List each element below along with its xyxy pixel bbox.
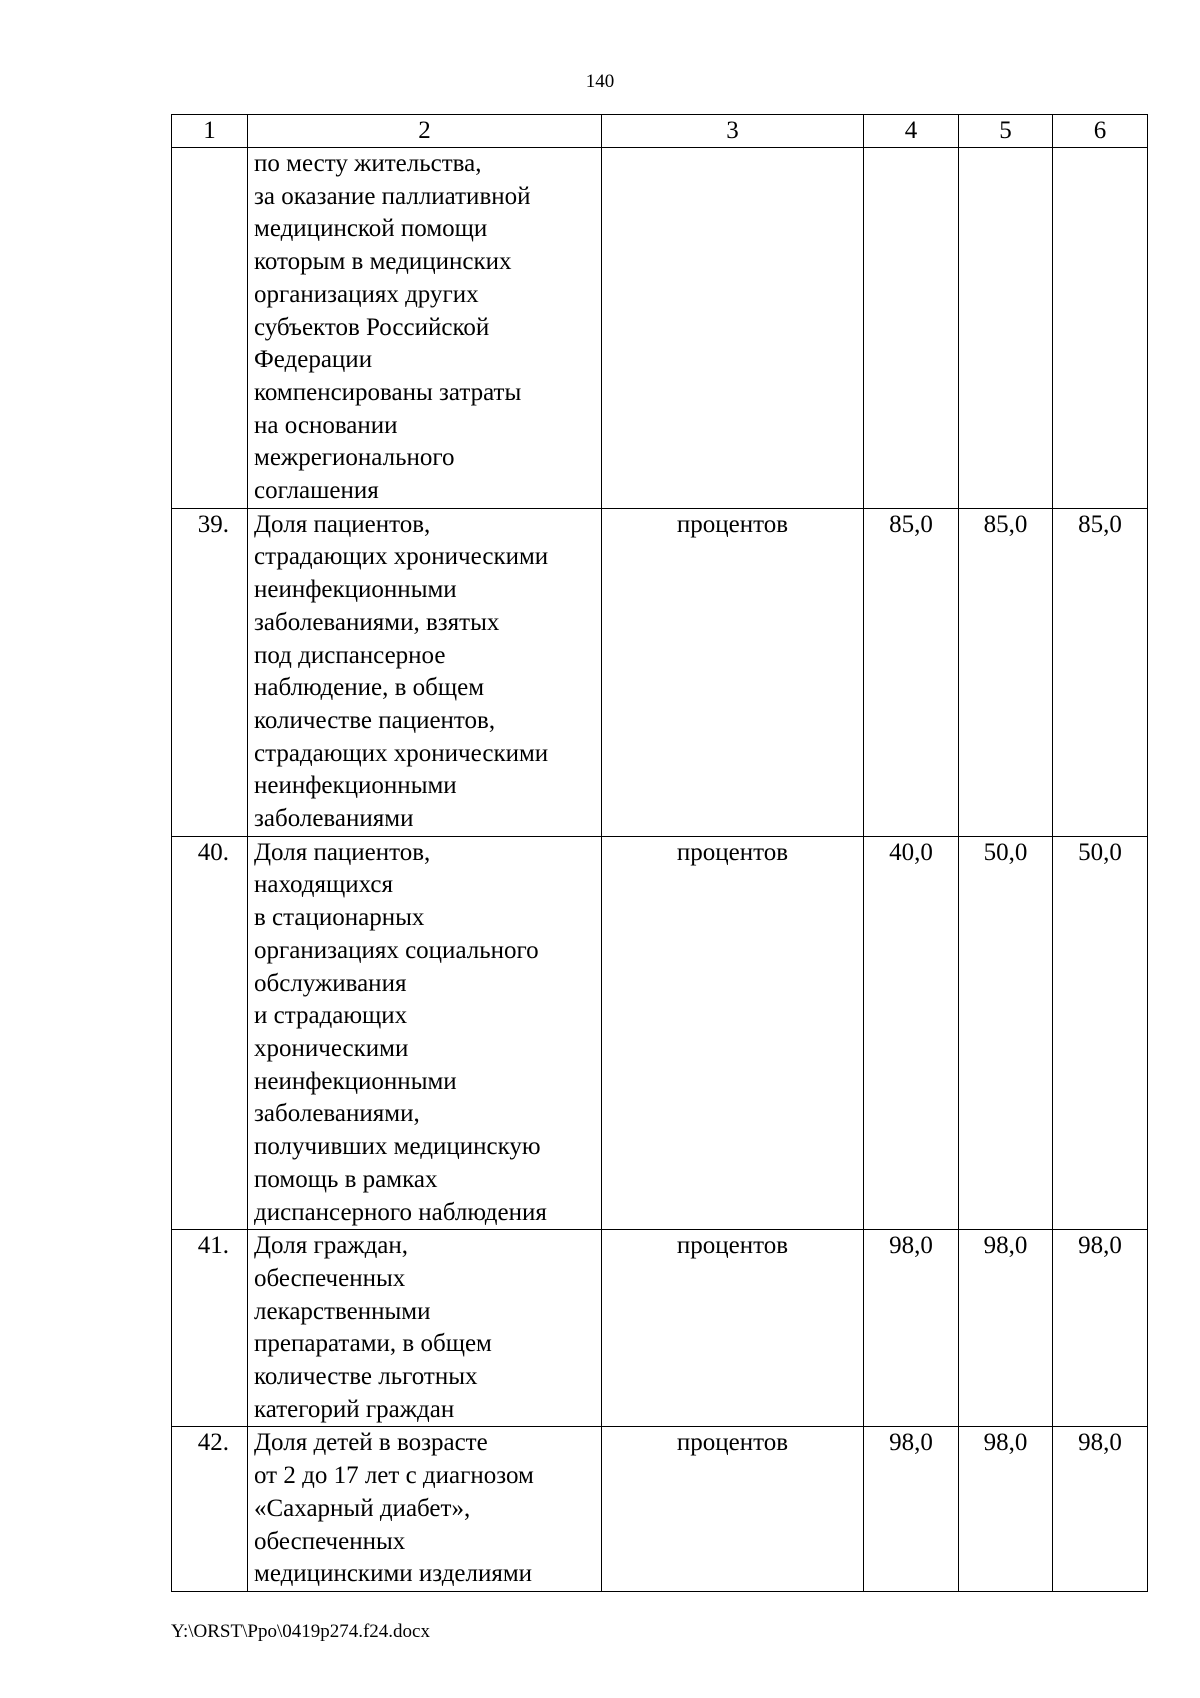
description-line: неинфекционными bbox=[254, 576, 457, 604]
description-line: обеспеченных bbox=[254, 1264, 406, 1292]
description-line: находящихся bbox=[254, 871, 394, 899]
column-header: 5 bbox=[959, 115, 1053, 148]
description-line: организациях социального bbox=[254, 936, 539, 964]
description-line: обеспеченных bbox=[254, 1527, 406, 1555]
row-unit: процентов bbox=[602, 836, 864, 1229]
description-line: Доля детей в возрасте bbox=[254, 1429, 488, 1457]
description-line: наблюдение, в общем bbox=[254, 674, 485, 702]
description-line: по месту жительства, bbox=[254, 150, 482, 177]
row-value-col5 bbox=[959, 148, 1053, 509]
description-line: «Сахарный диабет», bbox=[254, 1494, 471, 1522]
description-line: категорий граждан bbox=[254, 1395, 455, 1423]
row-unit: процентов bbox=[602, 508, 864, 836]
table-row bbox=[172, 1230, 1148, 1427]
description-line: диспансерного наблюдения bbox=[254, 1198, 547, 1226]
description-line: Федерации bbox=[254, 346, 373, 374]
column-header: 3 bbox=[602, 115, 864, 148]
description-line: количестве льготных bbox=[254, 1363, 478, 1391]
indicators-table bbox=[171, 114, 1148, 1592]
description-line: препаратами, в общем bbox=[254, 1330, 492, 1358]
description-line: обслуживания bbox=[254, 969, 407, 997]
row-description bbox=[248, 148, 602, 509]
column-header: 2 bbox=[248, 115, 602, 148]
description-line: организациях других bbox=[254, 280, 479, 308]
row-value-col6: 50,0 bbox=[1053, 836, 1148, 1229]
description-line: заболеваниями, bbox=[254, 1100, 420, 1128]
description-line: заболеваниями, взятых bbox=[254, 608, 500, 636]
description-line: страдающих хроническими bbox=[254, 739, 549, 767]
row-value-col4: 40,0 bbox=[864, 836, 959, 1229]
row-description bbox=[248, 836, 602, 1229]
row-unit bbox=[602, 148, 864, 509]
row-value-col6: 85,0 bbox=[1053, 508, 1148, 836]
description-line: неинфекционными bbox=[254, 1067, 457, 1095]
description-line: заболеваниями bbox=[254, 805, 414, 833]
row-value-col4: 98,0 bbox=[864, 1230, 959, 1427]
row-value-col4: 98,0 bbox=[864, 1427, 959, 1592]
row-number: 42. bbox=[172, 1427, 248, 1592]
row-value-col5: 98,0 bbox=[959, 1230, 1053, 1427]
description-line: от 2 до 17 лет с диагнозом bbox=[254, 1462, 534, 1490]
document-file-path: Y:\ORST\Ppo\0419p274.f24.docx bbox=[171, 1621, 430, 1642]
description-line: неинфекционными bbox=[254, 772, 457, 800]
row-value-col5: 98,0 bbox=[959, 1427, 1053, 1592]
description-line: и страдающих bbox=[254, 1002, 408, 1030]
description-line: компенсированы затраты bbox=[254, 378, 522, 406]
description-line: получивших медицинскую bbox=[254, 1133, 541, 1161]
row-value-col4 bbox=[864, 148, 959, 509]
row-value-col4: 85,0 bbox=[864, 508, 959, 836]
row-description bbox=[248, 1427, 602, 1592]
row-value-col5: 85,0 bbox=[959, 508, 1053, 836]
description-line: межрегионального bbox=[254, 444, 455, 472]
row-description bbox=[248, 1230, 602, 1427]
row-unit: процентов bbox=[602, 1427, 864, 1592]
row-number: 39. bbox=[172, 508, 248, 836]
description-line: за оказание паллиативной bbox=[254, 182, 531, 210]
description-line: субъектов Российской bbox=[254, 313, 490, 341]
description-line: на основании bbox=[254, 411, 398, 439]
column-header: 6 bbox=[1053, 115, 1148, 148]
description-line: лекарственными bbox=[254, 1297, 431, 1325]
row-number bbox=[172, 148, 248, 509]
description-line: хроническими bbox=[254, 1034, 409, 1062]
description-line: медицинской помощи bbox=[254, 215, 488, 243]
description-line: количестве пациентов, bbox=[254, 706, 496, 734]
table-header-row bbox=[172, 115, 1148, 148]
row-value-col6: 98,0 bbox=[1053, 1427, 1148, 1592]
column-header: 1 bbox=[172, 115, 248, 148]
row-number: 40. bbox=[172, 836, 248, 1229]
table-row bbox=[172, 1427, 1148, 1592]
row-value-col6: 98,0 bbox=[1053, 1230, 1148, 1427]
description-line: Доля пациентов, bbox=[254, 510, 431, 538]
row-value-col6 bbox=[1053, 148, 1148, 509]
description-line: под диспансерное bbox=[254, 641, 446, 669]
description-line: страдающих хроническими bbox=[254, 543, 549, 571]
page-number: 140 bbox=[585, 71, 615, 92]
row-number: 41. bbox=[172, 1230, 248, 1427]
description-line: медицинскими изделиями bbox=[254, 1560, 533, 1588]
row-value-col5: 50,0 bbox=[959, 836, 1053, 1229]
description-line: соглашения bbox=[254, 477, 379, 505]
description-line: Доля пациентов, bbox=[254, 838, 431, 866]
row-description bbox=[248, 508, 602, 836]
table-row bbox=[172, 148, 1148, 509]
description-line: Доля граждан, bbox=[254, 1232, 409, 1260]
table-row bbox=[172, 508, 1148, 836]
description-line: в стационарных bbox=[254, 904, 425, 932]
table-row bbox=[172, 836, 1148, 1229]
row-unit: процентов bbox=[602, 1230, 864, 1427]
description-line: которым в медицинских bbox=[254, 248, 512, 276]
description-line: помощь в рамках bbox=[254, 1165, 438, 1193]
column-header: 4 bbox=[864, 115, 959, 148]
